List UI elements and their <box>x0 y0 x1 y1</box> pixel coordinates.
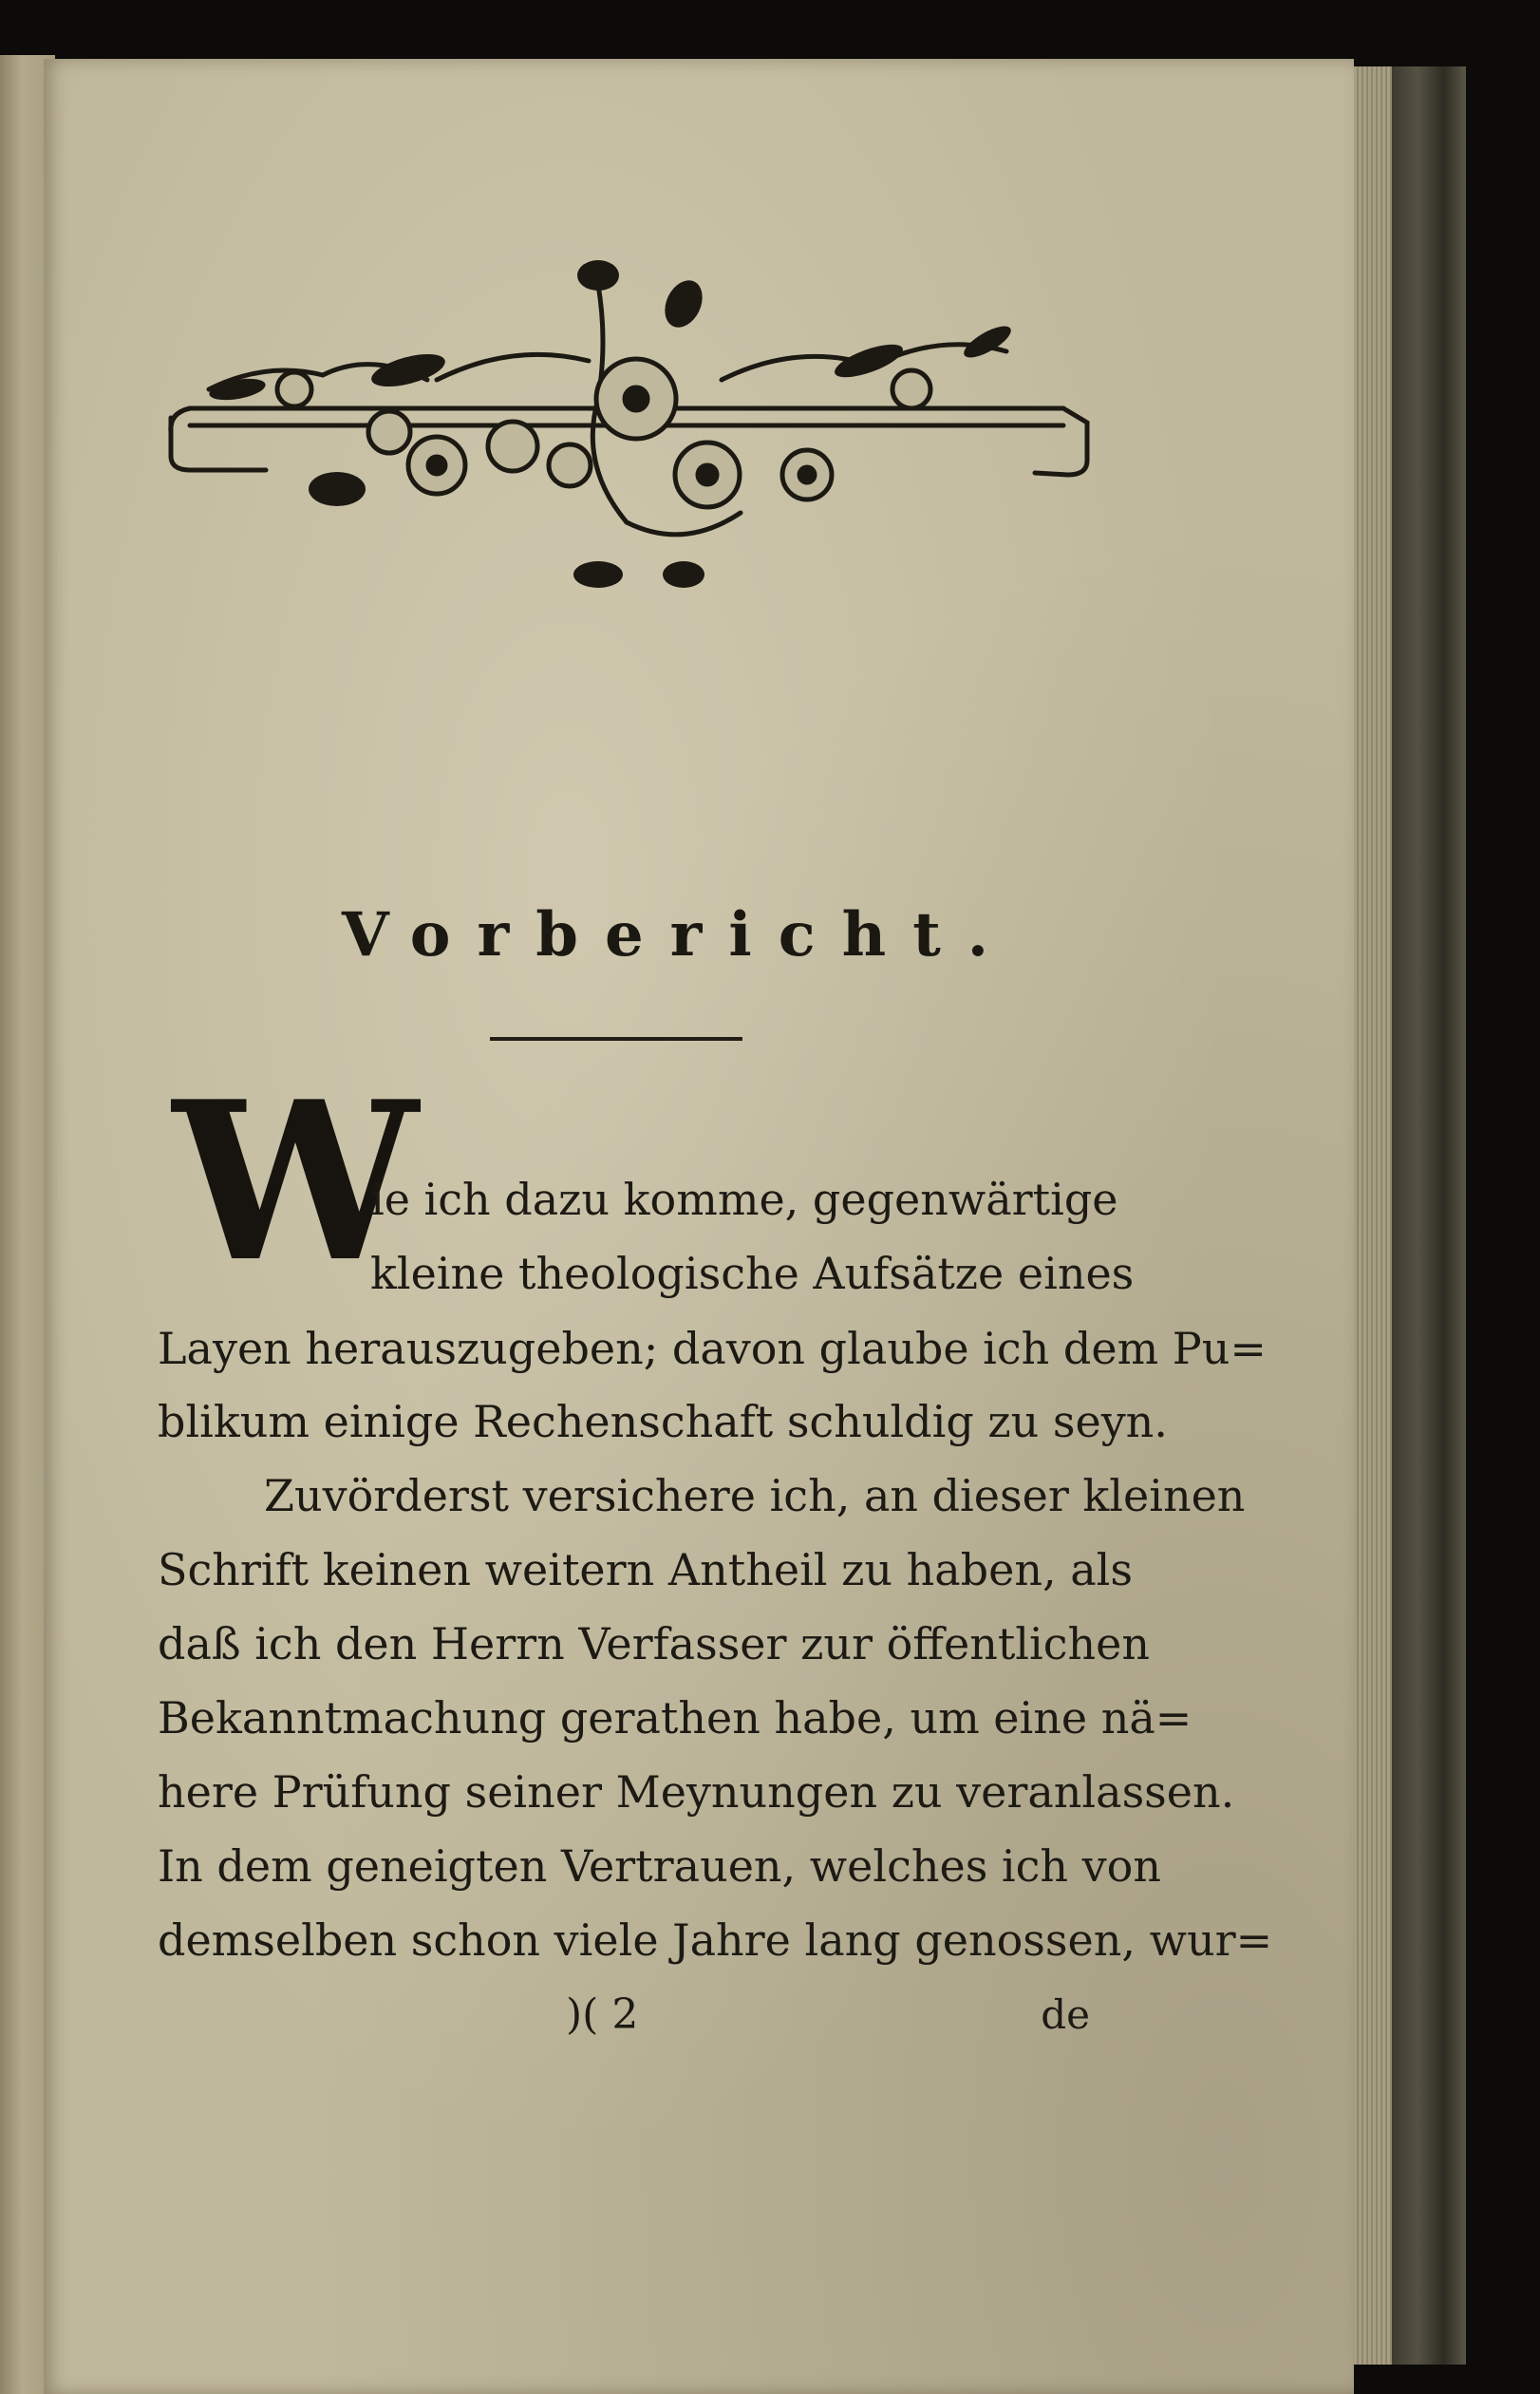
signature-mark: )( 2 <box>566 1990 639 2039</box>
text-line: kleine theologische Aufsätze eines <box>370 1248 1135 1299</box>
catchword: de <box>1041 1991 1090 2038</box>
text-line: Bekanntmachung gerathen habe, um eine nä= <box>158 1692 1193 1744</box>
text-line: here Prüfung seiner Meynungen zu veranlassen. <box>158 1766 1235 1818</box>
floral-ornament <box>152 247 1101 608</box>
text-line: blikum einige Rechenschaft schuldig zu seyn. <box>158 1396 1168 1447</box>
text-line: demselben schon viele Jahre lang genossen, wur= <box>158 1914 1273 1966</box>
text-line: Schrift keinen weitern Antheil zu haben, als <box>158 1544 1133 1595</box>
heading-divider <box>490 1037 742 1041</box>
text-line: In dem geneigten Vertrauen, welches ich von <box>158 1840 1161 1892</box>
page-heading: Vorbericht. <box>342 899 1016 971</box>
text-line: daß ich den Herrn Verfasser zur öffentlichen <box>158 1618 1150 1669</box>
text-line: ie ich dazu komme, gegenwärtige <box>370 1174 1118 1225</box>
text-line: Layen herauszugeben; davon glaube ich dem Pu= <box>158 1323 1267 1374</box>
page-stack-edge <box>1354 66 1394 2365</box>
book-binding <box>1392 66 1466 2365</box>
drop-cap-initial: W <box>173 1054 419 1310</box>
text-line: Zuvörderst versichere ich, an dieser kleinen <box>264 1470 1246 1521</box>
